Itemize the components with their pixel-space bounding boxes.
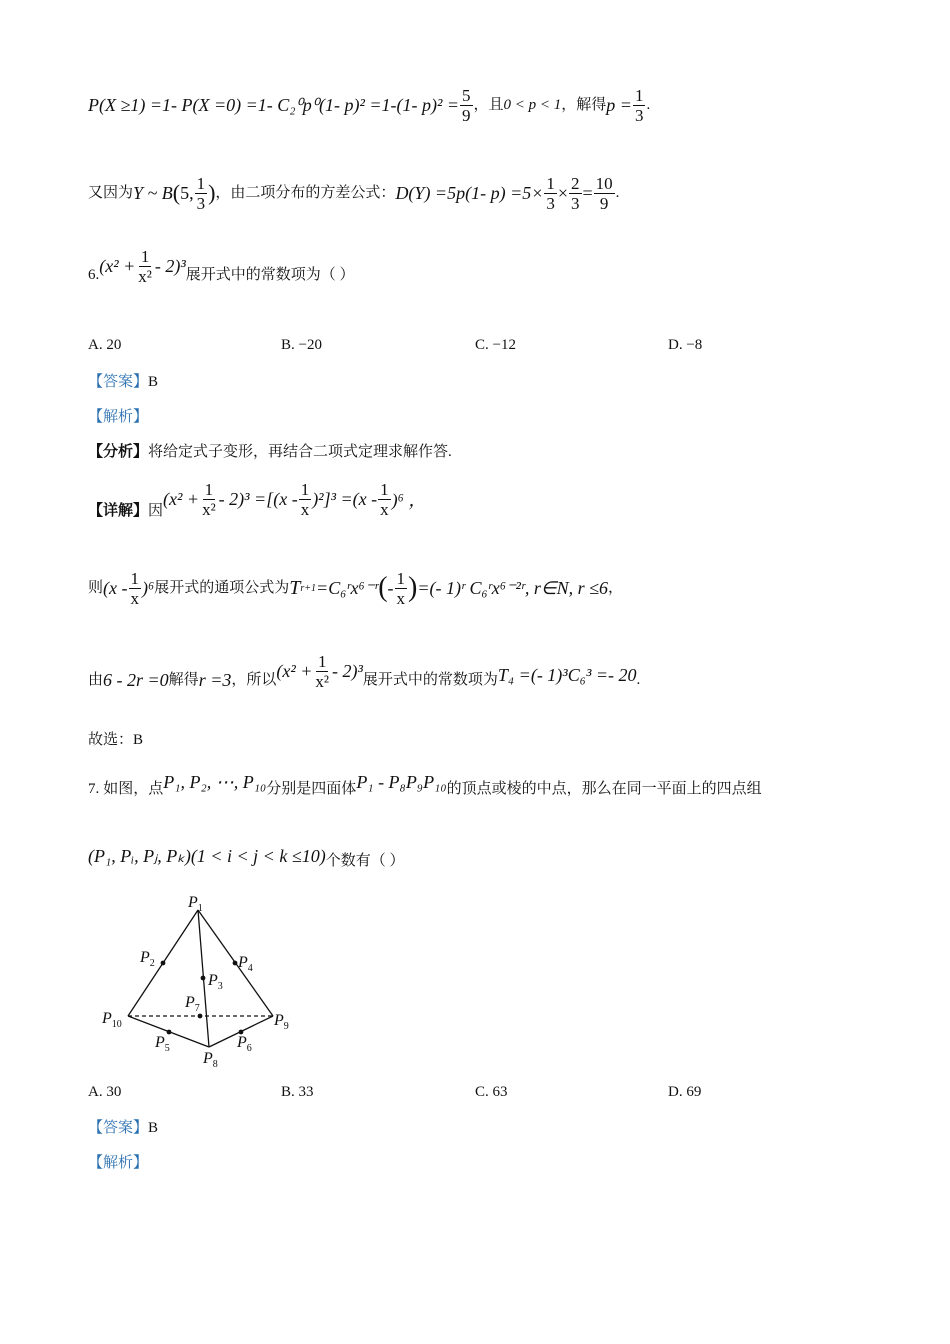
fraction: $\frac{2}{3}$ <box>571 173 580 213</box>
fenxi-label: 【分析】 <box>88 444 149 460</box>
point-p2 <box>161 961 166 966</box>
label-p1: $P_1$ <box>188 894 203 914</box>
line-variance: 又因为 Y ~ B ( 5, $\frac{1}{3}$ ) ，由二项分布的方差公式： D(Y) =5p(1- p) =5× $\frac{1}{3}$ × $\frac{2}{3}$ = $\frac{10}{9}$ . <box>88 173 620 213</box>
label-p9: $P_9$ <box>274 1012 289 1032</box>
label-p8: $P_8$ <box>203 1050 218 1070</box>
tetrahedron-figure <box>95 890 305 1075</box>
analysis-label: 【解析】 <box>88 1155 149 1171</box>
question-7-tuple: (P₁, Pᵢ, Pⱼ, Pₖ)(1 < i < j < k ≤10) 个数有（ ） <box>88 845 405 869</box>
option-d: D. 69 <box>668 1084 702 1100</box>
point-p4 <box>233 961 238 966</box>
option-d: D. −8 <box>668 337 703 353</box>
prob-formula: P(X ≥1) =1- P(X =0) =1- C₂⁰p⁰(1- p)² =1-(1- p)² = <box>88 94 460 115</box>
label-p2: $P_2$ <box>140 949 155 969</box>
question-6-stem: 6. (x² + $\frac{1}{\text{x²}}$ - 2)³ 展开式中的常数项为（ ） <box>88 246 355 286</box>
answer-label: 【答案】 <box>88 1120 149 1136</box>
fraction: $\frac{1}{3}$ <box>546 173 555 213</box>
label-p7: $P_7$ <box>185 994 200 1014</box>
detail-line: 【详解】 因 (x² + $\frac{1}{\text{x²}}$ - 2)³ =[(x - $\frac{1}{x}$ )²]³ =(x - $\frac{1}{x}$ )⁶ ， <box>88 479 427 519</box>
final-line: 由 6 - 2r =0 解得 r =3 ，所以 (x² + $\frac{1}{\text{x²}}$ - 2)³ 展开式中的常数项为 T₄ =(- 1)³C₆³ =- 20 . <box>88 651 641 691</box>
answer-value: B <box>148 374 159 390</box>
label-p10: $P_{10}$ <box>102 1010 122 1030</box>
analysis-label: 【解析】 <box>88 409 149 425</box>
answer-label: 【答案】 <box>88 374 149 390</box>
option-c: C. 63 <box>475 1084 508 1100</box>
question-7-stem: 7. 如图，点 P₁, P₂, ⋯, P₁₀ 分别是四面体 P₁ - P₈P₉P₁₀ 的顶点或棱的中点，那么在同一平面上的四点组 <box>88 771 762 797</box>
general-term-line: 则 (x - $\frac{1}{x}$ )⁶ 展开式的通项公式为 T r+1 =C₆ʳx⁶⁻ʳ ( - $\frac{1}{x}$ ) =(- 1)ʳ C₆ʳx⁶⁻²ʳ, r∈N, r ≤6 ， <box>88 568 623 608</box>
fraction: $\frac{1}{x}$ <box>396 568 406 608</box>
question-number: 7. <box>88 781 100 797</box>
point-p7 <box>198 1014 203 1019</box>
fraction: $\frac{1}{3}$ <box>634 85 644 125</box>
answer-value: B <box>148 1120 159 1136</box>
answer-line <box>88 1118 158 1138</box>
label-p4: $P_4$ <box>238 954 253 974</box>
option-b: B. −20 <box>281 337 322 353</box>
option-a: A. 20 <box>88 337 122 353</box>
point-p3 <box>201 976 206 981</box>
option-c: C. −12 <box>475 337 516 353</box>
fraction: $\frac{1}{x}$ <box>130 568 139 608</box>
option-b: B. 33 <box>281 1084 314 1100</box>
question-number: 6. <box>88 267 100 283</box>
choose-line: 故选：B <box>88 732 144 748</box>
point-p5 <box>167 1030 172 1035</box>
label-p6: $P_6$ <box>237 1034 252 1054</box>
fraction: $\frac{1}{\text{x²}}$ <box>138 246 152 286</box>
answer-line <box>88 372 158 392</box>
fraction: $\frac{1}{\text{x²}}$ <box>202 479 216 519</box>
label-p5: $P_5$ <box>155 1034 170 1054</box>
fraction: $\frac{10}{9}$ <box>595 173 613 213</box>
label-p3: $P_3$ <box>208 972 223 992</box>
fraction: $\frac{1}{\text{x²}}$ <box>315 651 329 691</box>
line-prob: P(X ≥1) =1- P(X =0) =1- C₂⁰p⁰(1- p)² =1-(1- p)² = $\frac{5}{9}$ ，且 0 < p < 1 ，解得 p = $\frac{1}{3}$ . <box>88 85 651 125</box>
fraction: $\frac{1}{3}$ <box>196 173 206 213</box>
detail-label: 【详解】 <box>88 503 149 519</box>
fraction: $\frac{5}{9}$ <box>462 85 471 125</box>
option-a: A. 30 <box>88 1084 122 1100</box>
fenxi-line: 【分析】将给定式子变形，再结合二项式定理求解作答. <box>88 444 452 460</box>
fraction: $\frac{1}{x}$ <box>380 479 389 519</box>
fraction: $\frac{1}{x}$ <box>300 479 310 519</box>
